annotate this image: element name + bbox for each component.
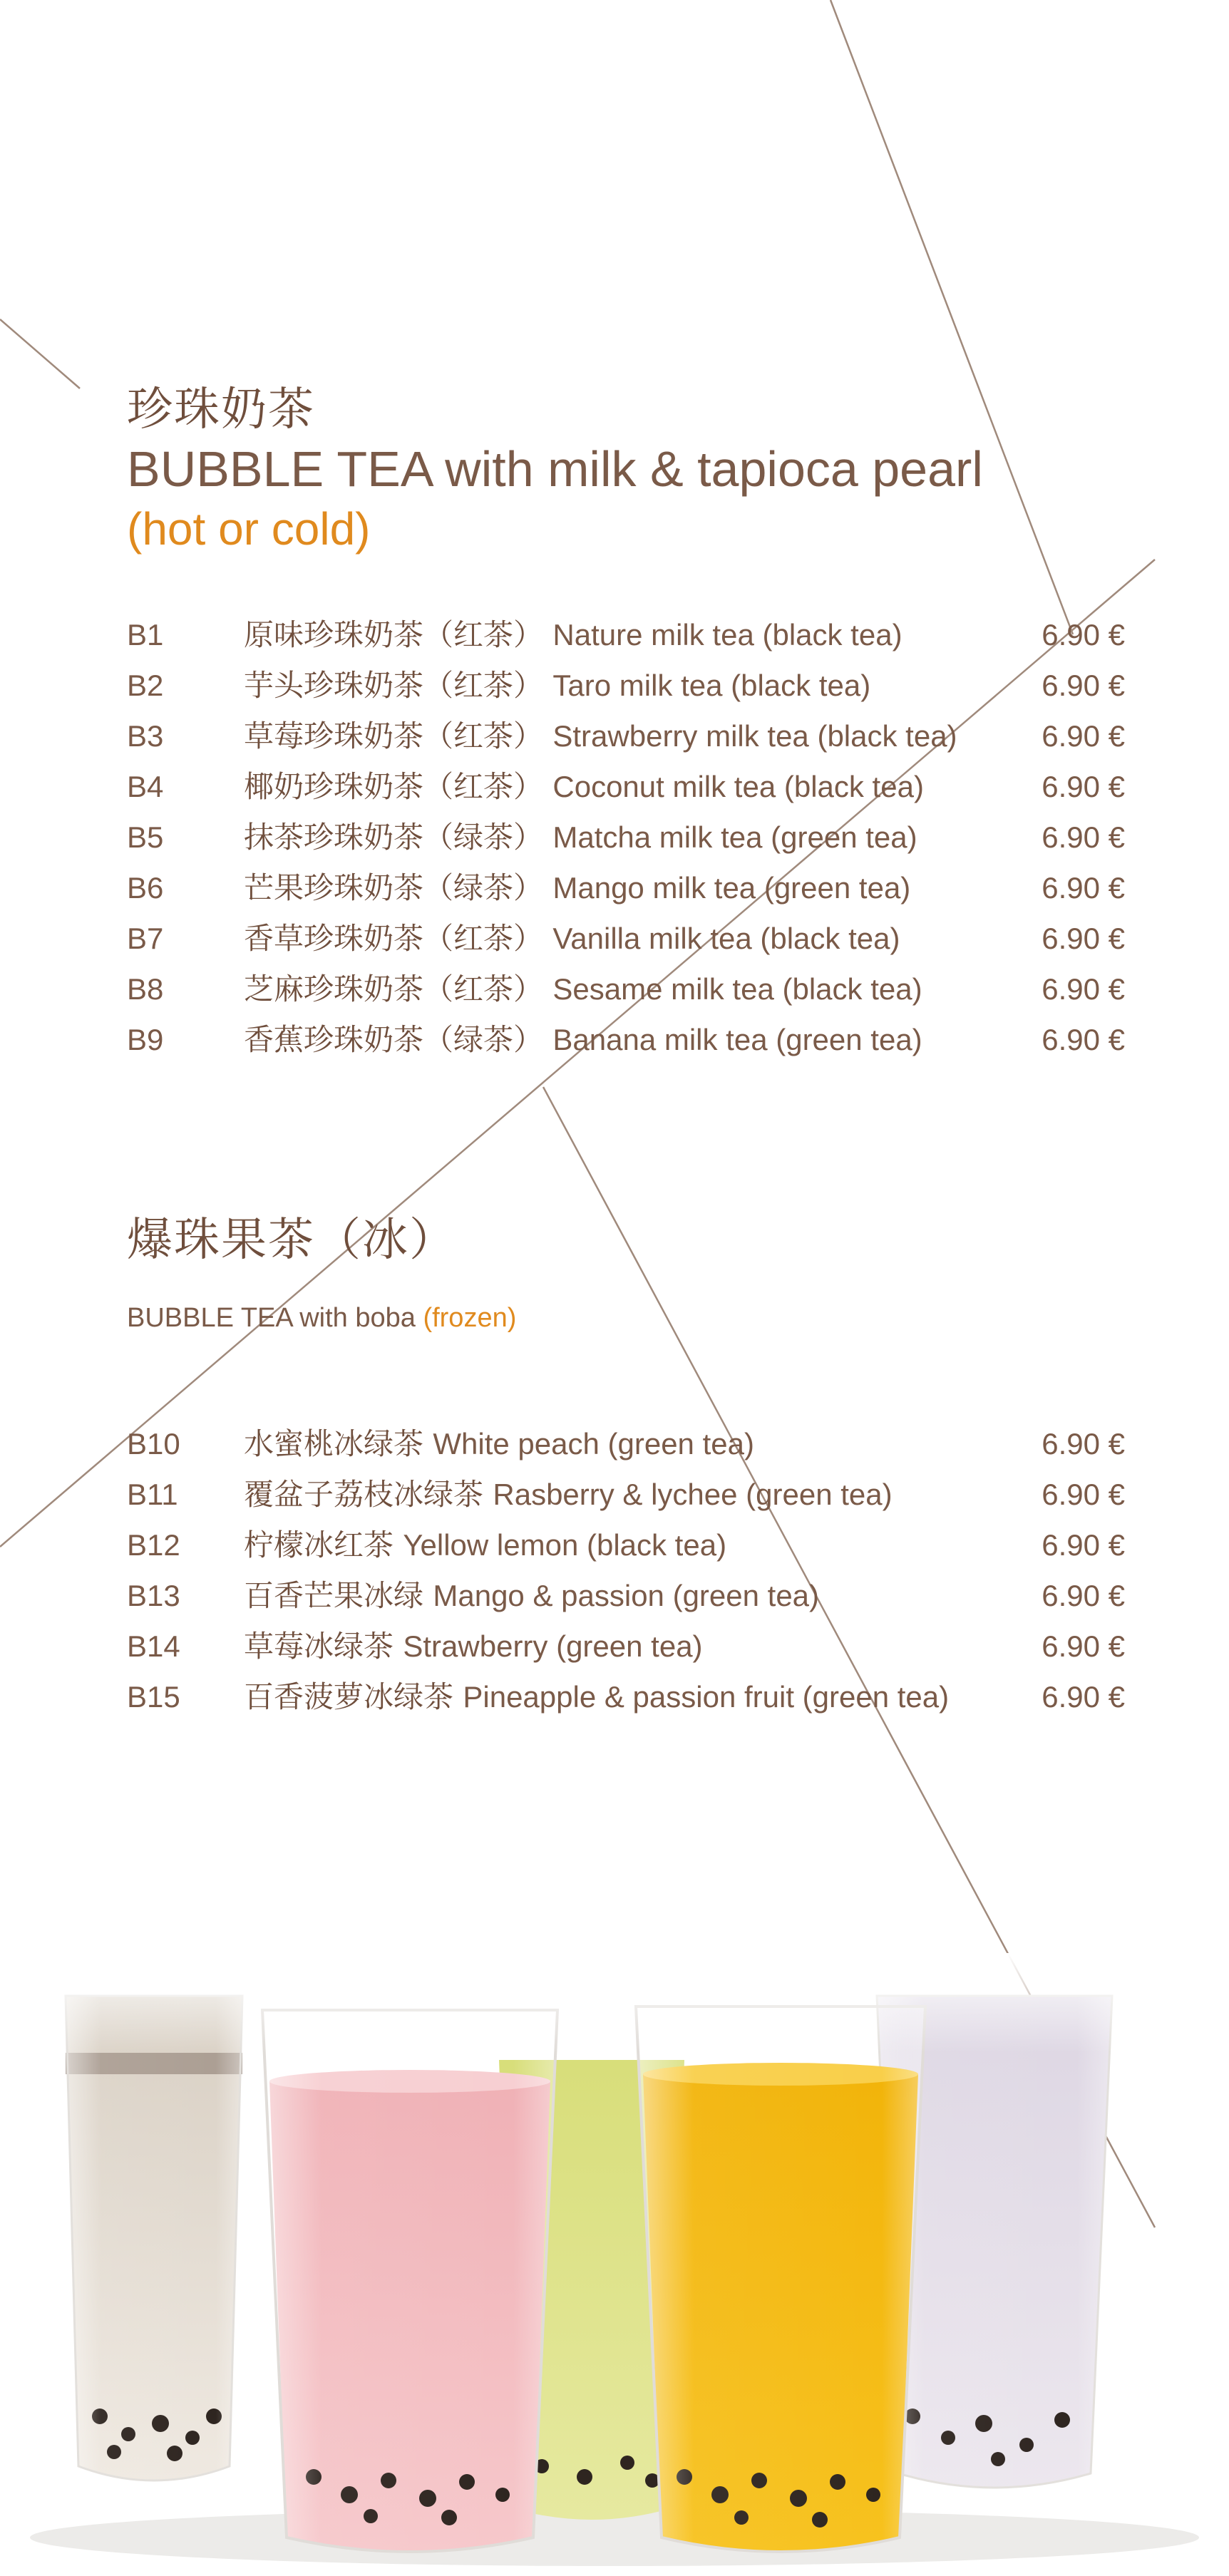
section-title-en: BUBBLE TEA with milk & tapioca pearl [127, 441, 983, 497]
item-code: B8 [127, 972, 164, 1006]
item-description [244, 1418, 754, 1469]
menu-item [127, 711, 1125, 761]
item-price: 6.90 € [1042, 1528, 1125, 1562]
item-description [244, 660, 870, 711]
glass-strawberry-tea [262, 2010, 557, 2552]
glass-mango-tea [636, 2006, 925, 2552]
menu-item [127, 609, 1125, 660]
item-name-cn: 草莓珍珠奶茶（红茶） [244, 718, 544, 753]
item-description [244, 1520, 726, 1570]
item-price: 6.90 € [1042, 1427, 1125, 1460]
item-name-en: Vanilla milk tea (black tea) [552, 922, 900, 955]
item-name-cn: 柠檬冰红茶 [244, 1527, 394, 1562]
item-name-cn: 百香芒果冰绿 [244, 1578, 424, 1613]
menu-item [127, 1520, 1125, 1570]
item-price: 6.90 € [1042, 922, 1125, 955]
item-description [244, 812, 917, 862]
item-description [244, 1671, 949, 1722]
item-price: 6.90 € [1042, 669, 1125, 702]
subtitle-text: BUBBLE TEA with boba [127, 1303, 416, 1333]
decorative-line [0, 319, 80, 388]
item-description [244, 964, 922, 1014]
item-name-en: Sesame milk tea (black tea) [552, 972, 922, 1006]
menu-item [127, 1621, 1125, 1671]
item-name-en: Matcha milk tea (green tea) [552, 820, 917, 854]
item-code: B2 [127, 669, 164, 702]
item-description [244, 862, 910, 913]
item-name-en: Pineapple & passion fruit (green tea) [463, 1680, 950, 1714]
item-description [244, 761, 924, 812]
item-code: B7 [127, 922, 164, 955]
item-name-cn: 百香菠萝冰绿茶 [244, 1679, 454, 1714]
item-price: 6.90 € [1042, 719, 1125, 753]
item-name-en: Banana milk tea (green tea) [552, 1023, 922, 1056]
item-name-cn: 香蕉珍珠奶茶（绿茶） [244, 1022, 544, 1057]
item-description [244, 1621, 703, 1671]
menu-item [127, 964, 1125, 1014]
section-title-note: (hot or cold) [127, 503, 371, 555]
item-price: 6.90 € [1042, 1629, 1125, 1663]
item-code: B9 [127, 1023, 164, 1056]
menu-item [127, 913, 1125, 964]
item-name-en: Mango milk tea (green tea) [552, 871, 911, 905]
item-name-cn: 覆盆子荔枝冰绿茶 [244, 1477, 484, 1512]
subtitle-note: (frozen) [423, 1303, 517, 1333]
item-price: 6.90 € [1042, 1579, 1125, 1612]
item-code: B5 [127, 820, 164, 854]
item-description [244, 1570, 819, 1621]
item-name-en: Rasberry & lychee (green tea) [493, 1478, 893, 1511]
item-name-cn: 芝麻珍珠奶茶（红茶） [244, 972, 544, 1006]
menu-item [127, 1469, 1125, 1520]
item-description [244, 913, 900, 964]
item-name-cn: 原味珍珠奶茶（红茶） [244, 617, 544, 652]
item-description [244, 1469, 893, 1520]
item-description [244, 711, 957, 761]
item-code: B6 [127, 871, 164, 905]
item-code: B14 [127, 1629, 180, 1663]
item-name-en: Taro milk tea (black tea) [552, 669, 871, 702]
item-price: 6.90 € [1042, 618, 1125, 651]
item-name-en: Strawberry (green tea) [403, 1629, 703, 1663]
menu-list-milk-tea [127, 609, 1125, 1065]
item-name-en: White peach (green tea) [433, 1427, 754, 1460]
item-price: 6.90 € [1042, 1478, 1125, 1511]
bubble-tea-photo [0, 1953, 1229, 2576]
item-price: 6.90 € [1042, 1680, 1125, 1714]
item-name-cn: 草莓冰绿茶 [244, 1629, 394, 1664]
item-name-en: Coconut milk tea (black tea) [552, 770, 924, 803]
section-bubble-milk-tea-header [127, 381, 983, 558]
item-price: 6.90 € [1042, 770, 1125, 803]
menu-item [127, 761, 1125, 812]
menu-item [127, 1418, 1125, 1469]
item-name-en: Nature milk tea (black tea) [552, 618, 903, 651]
item-code: B13 [127, 1579, 180, 1612]
item-code: B10 [127, 1427, 180, 1460]
menu-item [127, 1671, 1125, 1722]
section-subtitle [127, 1300, 516, 1336]
item-name-cn: 香草珍珠奶茶（红茶） [244, 921, 544, 956]
item-name-cn: 抹茶珍珠奶茶（绿茶） [244, 820, 544, 855]
item-name-cn: 芒果珍珠奶茶（绿茶） [244, 870, 544, 905]
menu-item [127, 1014, 1125, 1065]
item-code: B12 [127, 1528, 180, 1562]
section-title-cn: 珍珠奶茶 [127, 383, 315, 436]
item-description [244, 609, 903, 660]
menu-item [127, 862, 1125, 913]
menu-item [127, 660, 1125, 711]
menu-list-fruit-tea [127, 1418, 1125, 1722]
menu-item [127, 1570, 1125, 1621]
item-name-en: Strawberry milk tea (black tea) [552, 719, 957, 753]
item-price: 6.90 € [1042, 972, 1125, 1006]
item-name-en: Yellow lemon (black tea) [403, 1528, 727, 1562]
section-fruit-tea-header [127, 1212, 516, 1336]
item-name-cn: 椰奶珍珠奶茶（红茶） [244, 769, 544, 804]
item-code: B3 [127, 719, 164, 753]
glass-milk-tea [66, 1996, 242, 2480]
item-name-cn: 水蜜桃冰绿茶 [244, 1426, 424, 1461]
item-code: B11 [127, 1478, 178, 1511]
menu-item [127, 812, 1125, 862]
item-description [244, 1014, 922, 1065]
item-code: B1 [127, 618, 164, 651]
item-name-en: Mango & passion (green tea) [433, 1579, 820, 1612]
item-code: B15 [127, 1680, 180, 1714]
item-name-cn: 芋头珍珠奶茶（红茶） [244, 668, 544, 703]
item-code: B4 [127, 770, 164, 803]
section-title-cn: 爆珠果茶（冰） [127, 1214, 456, 1267]
item-price: 6.90 € [1042, 871, 1125, 905]
item-price: 6.90 € [1042, 1023, 1125, 1056]
item-price: 6.90 € [1042, 820, 1125, 854]
